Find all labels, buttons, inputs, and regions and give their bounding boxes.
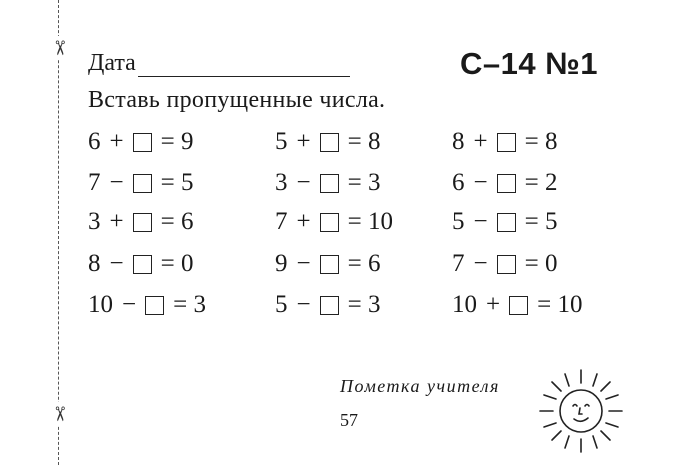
equation-row bbox=[275, 249, 380, 279]
date-field[interactable] bbox=[88, 50, 350, 77]
answer-box[interactable] bbox=[320, 255, 339, 274]
answer-box[interactable] bbox=[509, 296, 528, 315]
sun-face-icon bbox=[536, 366, 626, 456]
equation-result: = 3 bbox=[173, 291, 206, 318]
answer-box[interactable] bbox=[133, 133, 152, 152]
answer-box[interactable] bbox=[497, 174, 516, 193]
equation-operand: 8 bbox=[452, 128, 465, 155]
equation-result: = 2 bbox=[524, 169, 558, 196]
equation-row bbox=[452, 290, 582, 320]
equation-row bbox=[452, 249, 557, 279]
equation-operator: + bbox=[296, 208, 311, 235]
answer-box[interactable] bbox=[133, 255, 152, 274]
equation-result: = 6 bbox=[160, 208, 194, 235]
equation-result: = 5 bbox=[524, 208, 558, 235]
equation-row bbox=[452, 127, 557, 157]
answer-box[interactable] bbox=[320, 213, 339, 232]
equation-row bbox=[88, 249, 193, 279]
equation-operator: + bbox=[109, 208, 124, 235]
equation-operator: − bbox=[296, 250, 311, 277]
equation-operand: 6 bbox=[452, 169, 465, 196]
equation-operand: 10 bbox=[452, 291, 477, 318]
equation-operand: 7 bbox=[88, 169, 101, 196]
equation-result: = 0 bbox=[524, 250, 558, 277]
equation-row bbox=[275, 127, 380, 157]
equation-row bbox=[88, 290, 206, 320]
answer-box[interactable] bbox=[320, 174, 339, 193]
answer-box[interactable] bbox=[133, 213, 152, 232]
equation-operator: − bbox=[109, 169, 124, 196]
equation-result: = 10 bbox=[537, 291, 583, 318]
equation-operator: − bbox=[473, 208, 488, 235]
equation-row bbox=[452, 168, 557, 198]
answer-box[interactable] bbox=[145, 296, 164, 315]
equation-row bbox=[275, 290, 380, 320]
equation-row bbox=[88, 207, 193, 237]
equation-operand: 7 bbox=[275, 208, 288, 235]
answer-box[interactable] bbox=[497, 213, 516, 232]
equation-row bbox=[88, 168, 193, 198]
equation-operand: 8 bbox=[88, 250, 101, 277]
equation-operand: 6 bbox=[88, 128, 101, 155]
equation-operator: − bbox=[473, 250, 488, 277]
equation-result: = 6 bbox=[347, 250, 381, 277]
equation-result: = 9 bbox=[160, 128, 194, 155]
equation-result: = 5 bbox=[160, 169, 194, 196]
equation-operand: 5 bbox=[452, 208, 465, 235]
answer-box[interactable] bbox=[133, 174, 152, 193]
answer-box[interactable] bbox=[320, 296, 339, 315]
equation-operator: − bbox=[296, 291, 311, 318]
equation-operand: 5 bbox=[275, 128, 288, 155]
equation-operand: 9 bbox=[275, 250, 288, 277]
equation-result: = 8 bbox=[524, 128, 558, 155]
equation-row bbox=[275, 168, 380, 198]
equation-operator: − bbox=[109, 250, 124, 277]
equation-operator: − bbox=[473, 169, 488, 196]
equation-operator: + bbox=[109, 128, 124, 155]
equation-result: = 8 bbox=[347, 128, 381, 155]
equation-row bbox=[88, 127, 193, 157]
worksheet-code: С–14 №1 bbox=[460, 46, 599, 81]
equation-row bbox=[452, 207, 557, 237]
answer-box[interactable] bbox=[320, 133, 339, 152]
equation-operator: + bbox=[296, 128, 311, 155]
equation-operand: 3 bbox=[88, 208, 101, 235]
scissors-icon: ✂ bbox=[49, 402, 69, 426]
answer-box[interactable] bbox=[497, 255, 516, 274]
equation-operator: + bbox=[486, 291, 501, 318]
instruction: Вставь пропущенные числа. bbox=[88, 87, 386, 113]
equation-result: = 3 bbox=[347, 169, 381, 196]
cut-line bbox=[58, 0, 59, 465]
equation-operand: 7 bbox=[452, 250, 465, 277]
date-blank-line[interactable] bbox=[138, 54, 350, 77]
scissors-icon: ✂ bbox=[49, 36, 69, 60]
page-number: 57 bbox=[340, 410, 358, 430]
equation-result: = 3 bbox=[347, 291, 381, 318]
equation-operand: 5 bbox=[275, 291, 288, 318]
date-label: Дата bbox=[88, 50, 136, 76]
teacher-note-label: Пометка учителя bbox=[340, 376, 500, 396]
answer-box[interactable] bbox=[497, 133, 516, 152]
equation-row bbox=[275, 207, 393, 237]
equation-operand: 3 bbox=[275, 169, 288, 196]
equation-operator: + bbox=[473, 128, 488, 155]
equation-result: = 0 bbox=[160, 250, 194, 277]
equation-result: = 10 bbox=[347, 208, 393, 235]
equation-operator: − bbox=[296, 169, 311, 196]
equation-operand: 10 bbox=[88, 291, 113, 318]
equation-operator: − bbox=[122, 291, 137, 318]
